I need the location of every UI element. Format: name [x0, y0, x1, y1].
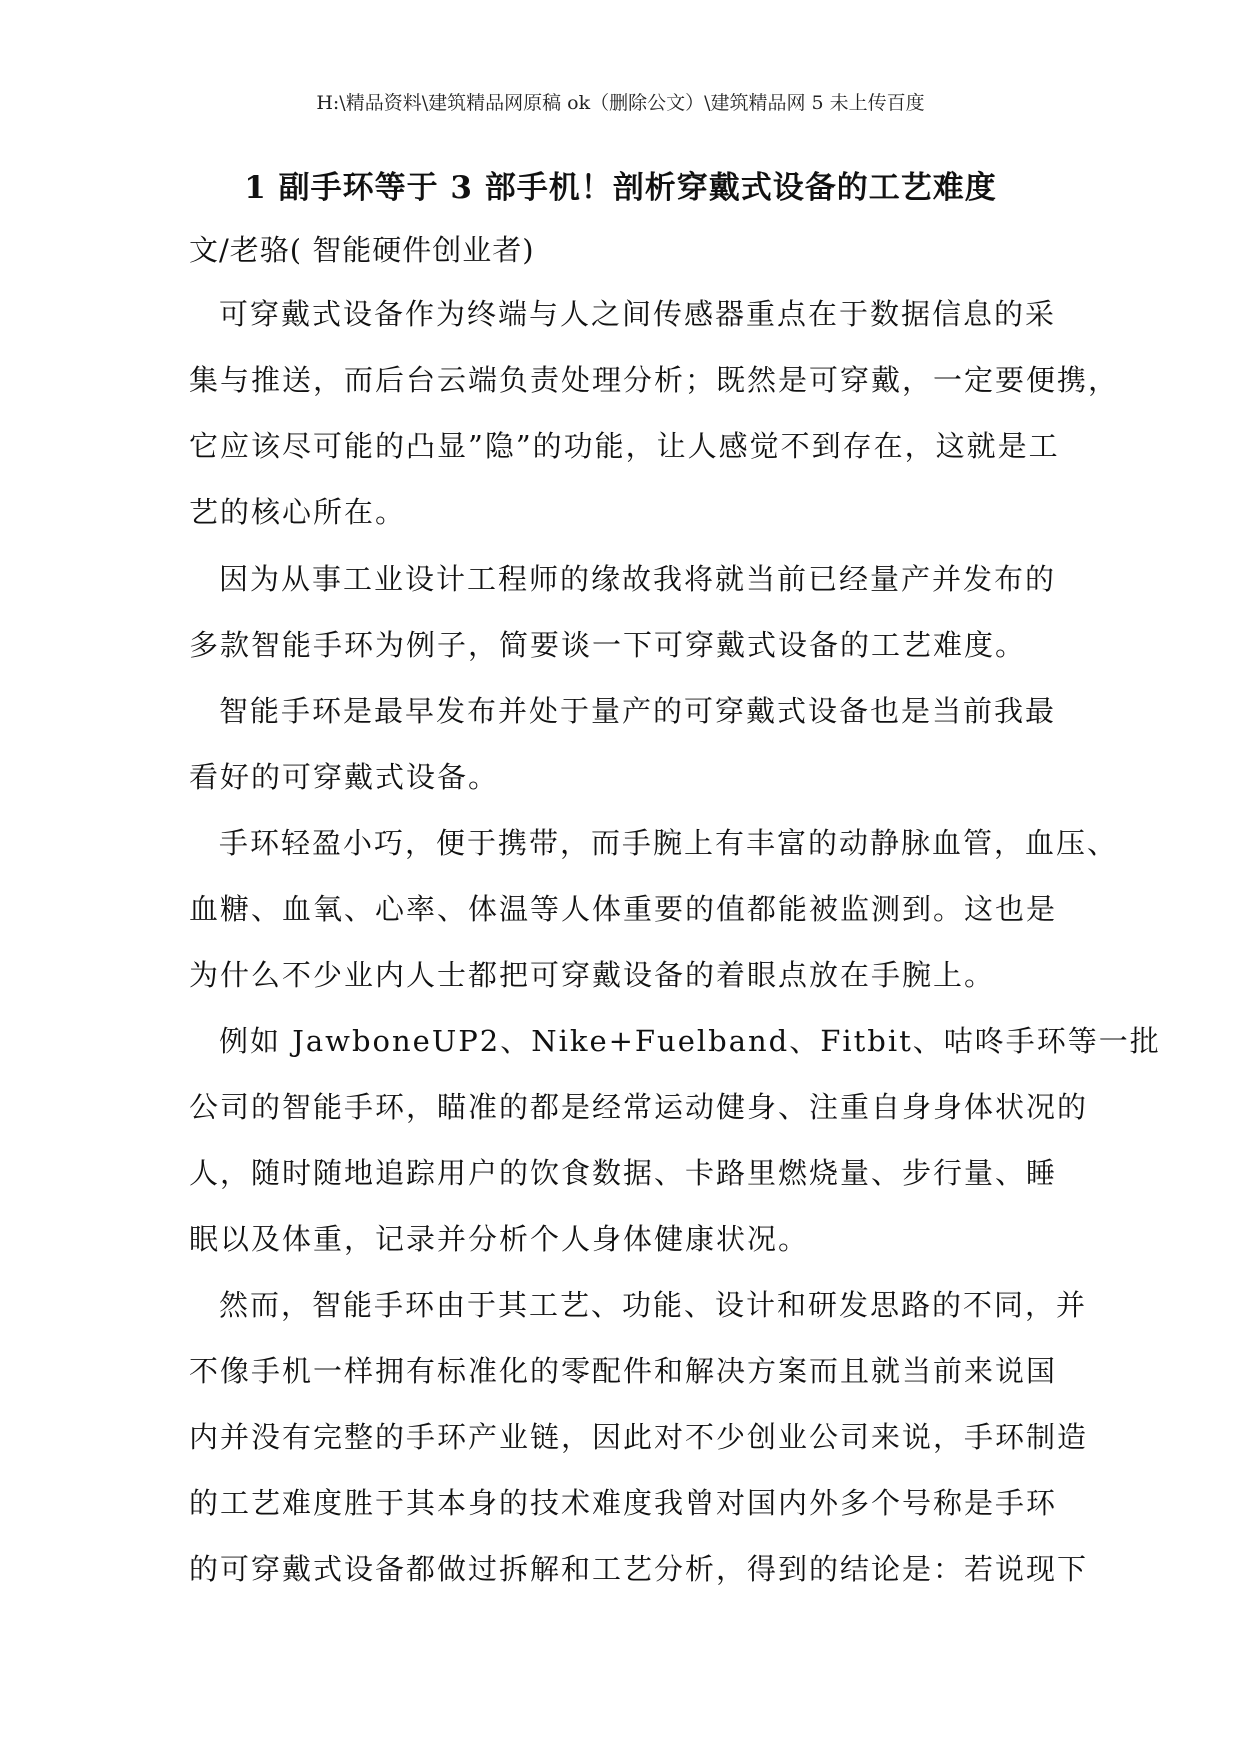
body-line: 例如 JawboneUP2、Nike+Fuelband、Fitbit、咕咚手环等一批: [219, 1024, 1161, 1058]
body-line: 集与推送，而后台云端负责处理分析；既然是可穿戴，一定要便携，: [189, 363, 1120, 397]
body-line: 的可穿戴式设备都做过拆解和工艺分析，得到的结论是：若说现下: [189, 1552, 1089, 1586]
file-path-header: H:\精品资料\建筑精品网原稿 ok（删除公文）\建筑精品网 5 未上传百度: [316, 92, 925, 114]
body-line: 然而，智能手环由于其工艺、功能、设计和研发思路的不同，并: [219, 1288, 1088, 1322]
body-line: 因为从事工业设计工程师的缘故我将就当前已经量产并发布的: [219, 562, 1057, 596]
body-line: 智能手环是最早发布并处于量产的可穿戴式设备也是当前我最: [219, 694, 1057, 728]
body-line: 血糖、血氧、心率、体温等人体重要的值都能被监测到。这也是: [189, 892, 1058, 926]
body-line: 艺的核心所在。: [189, 495, 407, 529]
body-line: 公司的智能手环，瞄准的都是经常运动健身、注重自身身体状况的: [189, 1090, 1089, 1124]
body-line: 的工艺难度胜于其本身的技术难度我曾对国内外多个号称是手环: [189, 1486, 1058, 1520]
body-line: 不像手机一样拥有标准化的零配件和解决方案而且就当前来说国: [189, 1354, 1058, 1388]
body-line: 可穿戴式设备作为终端与人之间传感器重点在于数据信息的采: [219, 297, 1057, 331]
body-line: 多款智能手环为例子，简要谈一下可穿戴式设备的工艺难度。: [189, 628, 1027, 662]
body-line: 看好的可穿戴式设备。: [189, 760, 500, 794]
body-line: 手环轻盈小巧，便于携带，而手腕上有丰富的动静脉血管，血压、: [219, 826, 1119, 860]
body-line: 眠以及体重，记录并分析个人身体健康状况。: [189, 1222, 810, 1256]
body-line: 内并没有完整的手环产业链，因此对不少创业公司来说，手环制造: [189, 1420, 1089, 1454]
author-byline: 文/老骆( 智能硬件创业者): [189, 233, 535, 267]
body-line: 为什么不少业内人士都把可穿戴设备的着眼点放在手腕上。: [189, 958, 996, 992]
body-line: 人，随时随地追踪用户的饮食数据、卡路里燃烧量、步行量、睡: [189, 1156, 1058, 1190]
document-title: 1 副手环等于 3 部手机！剖析穿戴式设备的工艺难度: [244, 170, 997, 206]
body-line: 它应该尽可能的凸显”隐”的功能，让人感觉不到存在，这就是工: [189, 429, 1060, 463]
